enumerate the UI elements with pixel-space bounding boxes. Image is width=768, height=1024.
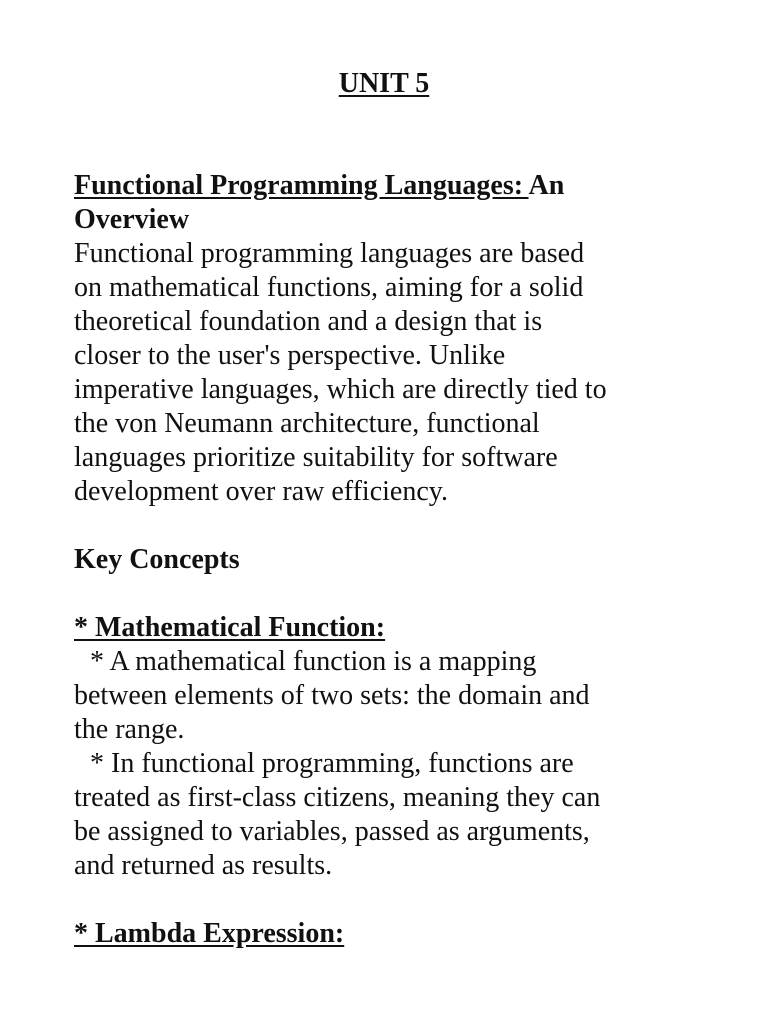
key-concepts-heading: Key Concepts [74, 544, 240, 575]
unit-title: UNIT 5 [338, 68, 430, 99]
overview-paragraph [74, 237, 704, 509]
lambda-expression-heading: * Lambda Expression: [74, 918, 345, 949]
overview-heading [74, 169, 704, 237]
bullet-line: and returned as results. [74, 850, 333, 881]
overview-line: imperative languages, which are directly tied to [74, 374, 607, 405]
overview-heading-underlined: Functional Programming Languages: [74, 170, 529, 201]
bullet-line: the range. [74, 714, 185, 745]
bullet-line: be assigned to variables, passed as arguments, [74, 816, 590, 847]
overview-line: languages prioritize suitability for software [74, 442, 558, 473]
bullet-line: treated as first-class citizens, meaning they can [74, 782, 601, 813]
bullet-line: * A mathematical function is a mapping [90, 646, 537, 677]
spacer [74, 509, 704, 543]
overview-line: development over raw efficiency. [74, 476, 448, 507]
mathematical-function-bullet-1 [74, 645, 704, 747]
spacer [74, 883, 704, 917]
document-body [74, 169, 704, 951]
spacer [74, 577, 704, 611]
overview-line: theoretical foundation and a design that is [74, 306, 543, 337]
mathematical-function-bullet-2 [74, 747, 704, 883]
overview-line: Functional programming languages are based [74, 238, 585, 269]
bullet-line: between elements of two sets: the domain and [74, 680, 590, 711]
overview-line: on mathematical functions, aiming for a solid [74, 272, 584, 303]
overview-line: closer to the user's perspective. Unlike [74, 340, 506, 371]
overview-line: the von Neumann architecture, functional [74, 408, 540, 439]
overview-heading-line2: Overview [74, 204, 190, 235]
mathematical-function-heading: * Mathematical Function: [74, 612, 386, 643]
bullet-line: * In functional programming, functions are [90, 748, 574, 779]
overview-heading-rest: An [528, 170, 565, 201]
